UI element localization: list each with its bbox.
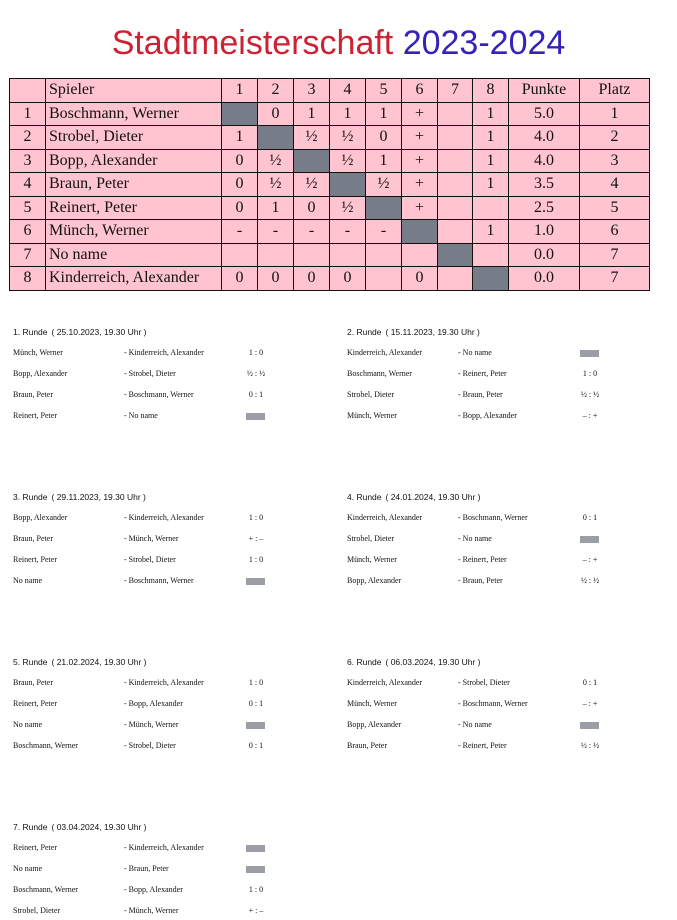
white-player: Bopp, Alexander (347, 576, 402, 585)
round-date: ( 29.11.2023, 19.30 Uhr ) (51, 492, 146, 502)
result-cell: 1 (473, 220, 509, 244)
black-player: - Strobel, Dieter (124, 555, 176, 564)
bye-marker (580, 536, 599, 543)
round-title (347, 657, 480, 667)
player-name: Braun, Peter (46, 173, 222, 197)
header-cell: Spieler (46, 79, 222, 103)
white-player: Bopp, Alexander (13, 513, 68, 522)
bye-marker (580, 350, 599, 357)
pairing-row (347, 678, 647, 690)
header-cell: 8 (473, 79, 509, 103)
result-cell: 0 (366, 126, 402, 150)
diagonal-cell (366, 196, 402, 220)
points-cell: 4.0 (509, 126, 580, 150)
round-title (13, 492, 146, 502)
white-player: Braun, Peter (13, 678, 53, 687)
black-player: - Münch, Werner (124, 534, 179, 543)
rank-cell: 2 (580, 126, 650, 150)
pairing-row (347, 576, 647, 588)
table-row (10, 102, 650, 126)
game-result: + : – (248, 906, 264, 915)
points-cell: 2.5 (509, 196, 580, 220)
white-player: Reinert, Peter (13, 843, 57, 852)
result-cell: 1 (366, 102, 402, 126)
game-result: 1 : 0 (248, 555, 264, 564)
crosstable (9, 78, 650, 291)
black-player: - Strobel, Dieter (124, 369, 176, 378)
result-cell (473, 243, 509, 267)
black-player: - Kinderreich, Alexander (124, 348, 204, 357)
result-cell: 0 (222, 267, 258, 291)
player-name: Münch, Werner (46, 220, 222, 244)
pairing-row (347, 513, 647, 525)
header-cell: Punkte (509, 79, 580, 103)
white-player: Bopp, Alexander (13, 369, 68, 378)
white-player: Braun, Peter (13, 534, 53, 543)
result-cell: 1 (473, 102, 509, 126)
points-cell: 1.0 (509, 220, 580, 244)
diagonal-cell (294, 149, 330, 173)
result-cell (438, 102, 473, 126)
header-cell: 4 (330, 79, 366, 103)
player-number: 5 (10, 196, 46, 220)
pairing-row (13, 555, 313, 567)
result-cell: 0 (294, 196, 330, 220)
black-player: - Boschmann, Werner (458, 699, 528, 708)
pairing-row (347, 390, 647, 402)
white-player: Reinert, Peter (13, 411, 57, 420)
result-cell: 0 (258, 267, 294, 291)
result-cell (402, 243, 438, 267)
result-cell: ½ (330, 196, 366, 220)
round-name: 4. Runde (347, 492, 382, 502)
result-cell: - (222, 220, 258, 244)
round-date: ( 24.01.2024, 19.30 Uhr ) (385, 492, 481, 502)
result-cell: ½ (330, 149, 366, 173)
diagonal-cell (258, 126, 294, 150)
game-result: 1 : 0 (248, 348, 264, 357)
pairing-row (13, 348, 313, 360)
game-result: 0 : 1 (582, 678, 598, 687)
game-result: 0 : 1 (248, 390, 264, 399)
result-cell: ½ (258, 149, 294, 173)
result-cell: 1 (222, 126, 258, 150)
black-player: - Braun, Peter (124, 864, 169, 873)
player-name: Strobel, Dieter (46, 126, 222, 150)
result-cell: - (330, 220, 366, 244)
player-name: Reinert, Peter (46, 196, 222, 220)
bye-marker (246, 845, 265, 852)
result-cell (366, 243, 402, 267)
result-cell (438, 173, 473, 197)
result-cell: - (366, 220, 402, 244)
black-player: - Kinderreich, Alexander (124, 513, 204, 522)
bye-marker (246, 413, 265, 420)
white-player: Strobel, Dieter (13, 906, 61, 915)
table-row (10, 173, 650, 197)
round-name: 5. Runde (13, 657, 48, 667)
game-result: – : + (582, 555, 598, 564)
player-number: 6 (10, 220, 46, 244)
pairing-row (13, 906, 313, 918)
white-player: No name (13, 576, 43, 585)
header-cell: 5 (366, 79, 402, 103)
title-part-2: 2023-2024 (402, 24, 566, 62)
rank-cell: 5 (580, 196, 650, 220)
white-player: Braun, Peter (347, 741, 387, 750)
black-player: - Münch, Werner (124, 720, 179, 729)
result-cell: - (294, 220, 330, 244)
game-result: 0 : 1 (248, 741, 264, 750)
white-player: Kinderreich, Alexander (347, 513, 423, 522)
game-result: 0 : 1 (248, 699, 264, 708)
result-cell: 1 (473, 149, 509, 173)
white-player: Münch, Werner (13, 348, 63, 357)
result-cell: ½ (294, 173, 330, 197)
pairing-row (347, 699, 647, 711)
rank-cell: 7 (580, 243, 650, 267)
round-title (13, 657, 146, 667)
pairing-row (13, 885, 313, 897)
round-title (13, 822, 146, 832)
rank-cell: 7 (580, 267, 650, 291)
rank-cell: 1 (580, 102, 650, 126)
result-cell (438, 126, 473, 150)
black-player: - No name (458, 534, 492, 543)
player-number: 4 (10, 173, 46, 197)
result-cell: 1 (294, 102, 330, 126)
player-number: 2 (10, 126, 46, 150)
black-player: - Braun, Peter (458, 390, 503, 399)
white-player: Reinert, Peter (13, 555, 57, 564)
result-cell (294, 243, 330, 267)
header-cell: 1 (222, 79, 258, 103)
points-cell: 0.0 (509, 243, 580, 267)
pairing-row (13, 369, 313, 381)
title-part-1: Stadtmeisterschaft (111, 24, 394, 62)
round-name: 3. Runde (13, 492, 48, 502)
black-player: - Bopp, Alexander (458, 411, 517, 420)
black-player: - Bopp, Alexander (124, 885, 183, 894)
black-player: - Bopp, Alexander (124, 699, 183, 708)
round-name: 1. Runde (13, 327, 48, 337)
result-cell: 0 (402, 267, 438, 291)
result-cell: 0 (330, 267, 366, 291)
white-player: No name (13, 720, 43, 729)
bye-marker (246, 722, 265, 729)
result-cell: 0 (222, 173, 258, 197)
header-cell: 6 (402, 79, 438, 103)
player-number: 8 (10, 267, 46, 291)
round-name: 6. Runde (347, 657, 382, 667)
player-name: Boschmann, Werner (46, 102, 222, 126)
game-result: ½ : ½ (246, 369, 266, 378)
table-row (10, 220, 650, 244)
black-player: - Boschmann, Werner (124, 390, 194, 399)
white-player: Münch, Werner (347, 699, 397, 708)
header-cell: 7 (438, 79, 473, 103)
pairing-row (347, 369, 647, 381)
table-row (10, 267, 650, 291)
result-cell: + (402, 102, 438, 126)
pairing-row (13, 678, 313, 690)
result-cell (330, 243, 366, 267)
round-name: 7. Runde (13, 822, 48, 832)
pairing-row (13, 513, 313, 525)
white-player: Braun, Peter (13, 390, 53, 399)
black-player: - Strobel, Dieter (124, 741, 176, 750)
black-player: - Kinderreich, Alexander (124, 843, 204, 852)
game-result: + : – (248, 534, 264, 543)
white-player: No name (13, 864, 43, 873)
result-cell: ½ (366, 173, 402, 197)
result-cell: 1 (330, 102, 366, 126)
round-date: ( 15.11.2023, 19.30 Uhr ) (385, 327, 480, 337)
result-cell (438, 220, 473, 244)
round-name: 2. Runde (347, 327, 382, 337)
black-player: - Kinderreich, Alexander (124, 678, 204, 687)
player-number: 1 (10, 102, 46, 126)
round-title (347, 492, 480, 502)
white-player: Münch, Werner (347, 555, 397, 564)
rank-cell: 3 (580, 149, 650, 173)
game-result: – : + (582, 411, 598, 420)
result-cell (473, 196, 509, 220)
white-player: Münch, Werner (347, 411, 397, 420)
result-cell (438, 196, 473, 220)
game-result: ½ : ½ (580, 390, 600, 399)
black-player: - Braun, Peter (458, 576, 503, 585)
result-cell: ½ (330, 126, 366, 150)
black-player: - Boschmann, Werner (124, 576, 194, 585)
white-player: Reinert, Peter (13, 699, 57, 708)
result-cell: 1 (473, 173, 509, 197)
bye-marker (246, 866, 265, 873)
game-result: 0 : 1 (582, 513, 598, 522)
result-cell (366, 267, 402, 291)
game-result: 1 : 0 (582, 369, 598, 378)
pairing-row (347, 348, 647, 360)
white-player: Boschmann, Werner (13, 885, 78, 894)
white-player: Strobel, Dieter (347, 534, 395, 543)
result-cell: 1 (366, 149, 402, 173)
pairing-row (13, 534, 313, 546)
game-result: 1 : 0 (248, 885, 264, 894)
points-cell: 0.0 (509, 267, 580, 291)
result-cell: 0 (294, 267, 330, 291)
pairing-row (13, 699, 313, 711)
table-row (10, 196, 650, 220)
header-cell: Platz (580, 79, 650, 103)
white-player: Bopp, Alexander (347, 720, 402, 729)
result-cell: + (402, 173, 438, 197)
points-cell: 5.0 (509, 102, 580, 126)
pairing-row (13, 720, 313, 732)
pairing-row (13, 576, 313, 588)
points-cell: 3.5 (509, 173, 580, 197)
white-player: Kinderreich, Alexander (347, 678, 423, 687)
game-result: 1 : 0 (248, 678, 264, 687)
table-row (10, 243, 650, 267)
game-result: – : + (582, 699, 598, 708)
black-player: - Reinert, Peter (458, 369, 507, 378)
round-date: ( 03.04.2024, 19.30 Uhr ) (51, 822, 147, 832)
result-cell: 1 (473, 126, 509, 150)
pairing-row (13, 411, 313, 423)
round-title (13, 327, 146, 337)
round-date: ( 25.10.2023, 19.30 Uhr ) (51, 327, 147, 337)
pairing-row (347, 534, 647, 546)
black-player: - Boschmann, Werner (458, 513, 528, 522)
bye-marker (246, 578, 265, 585)
result-cell (438, 149, 473, 173)
pairing-row (347, 720, 647, 732)
player-name: Bopp, Alexander (46, 149, 222, 173)
pairing-row (347, 411, 647, 423)
diagonal-cell (438, 243, 473, 267)
black-player: - No name (458, 720, 492, 729)
result-cell (222, 243, 258, 267)
black-player: - Münch, Werner (124, 906, 179, 915)
rank-cell: 4 (580, 173, 650, 197)
result-cell: ½ (258, 173, 294, 197)
diagonal-cell (222, 102, 258, 126)
game-result: ½ : ½ (580, 576, 600, 585)
pairing-row (13, 741, 313, 753)
bye-marker (580, 722, 599, 729)
white-player: Boschmann, Werner (347, 369, 412, 378)
result-cell: - (258, 220, 294, 244)
pairing-row (13, 864, 313, 876)
result-cell: 0 (222, 196, 258, 220)
header-corner-cell (10, 79, 46, 103)
result-cell: + (402, 196, 438, 220)
black-player: - No name (124, 411, 158, 420)
white-player: Boschmann, Werner (13, 741, 78, 750)
black-player: - Reinert, Peter (458, 555, 507, 564)
pairing-row (13, 390, 313, 402)
diagonal-cell (473, 267, 509, 291)
rank-cell: 6 (580, 220, 650, 244)
player-name: Kinderreich, Alexander (46, 267, 222, 291)
player-name: No name (46, 243, 222, 267)
table-header-row (10, 79, 650, 103)
black-player: - Strobel, Dieter (458, 678, 510, 687)
result-cell (438, 267, 473, 291)
result-cell: 1 (258, 196, 294, 220)
player-number: 3 (10, 149, 46, 173)
diagonal-cell (330, 173, 366, 197)
round-date: ( 06.03.2024, 19.30 Uhr ) (385, 657, 481, 667)
result-cell: 0 (222, 149, 258, 173)
result-cell: + (402, 149, 438, 173)
table-row (10, 126, 650, 150)
points-cell: 4.0 (509, 149, 580, 173)
diagonal-cell (402, 220, 438, 244)
pairing-row (13, 843, 313, 855)
black-player: - No name (458, 348, 492, 357)
header-cell: 3 (294, 79, 330, 103)
game-result: 1 : 0 (248, 513, 264, 522)
player-number: 7 (10, 243, 46, 267)
page-title (0, 22, 677, 64)
result-cell: + (402, 126, 438, 150)
black-player: - Reinert, Peter (458, 741, 507, 750)
white-player: Kinderreich, Alexander (347, 348, 423, 357)
pairing-row (347, 555, 647, 567)
white-player: Strobel, Dieter (347, 390, 395, 399)
result-cell: 0 (258, 102, 294, 126)
round-title (347, 327, 480, 337)
header-cell: 2 (258, 79, 294, 103)
game-result: ½ : ½ (580, 741, 600, 750)
result-cell (258, 243, 294, 267)
table-row (10, 149, 650, 173)
round-date: ( 21.02.2024, 19.30 Uhr ) (51, 657, 147, 667)
result-cell: ½ (294, 126, 330, 150)
pairing-row (347, 741, 647, 753)
